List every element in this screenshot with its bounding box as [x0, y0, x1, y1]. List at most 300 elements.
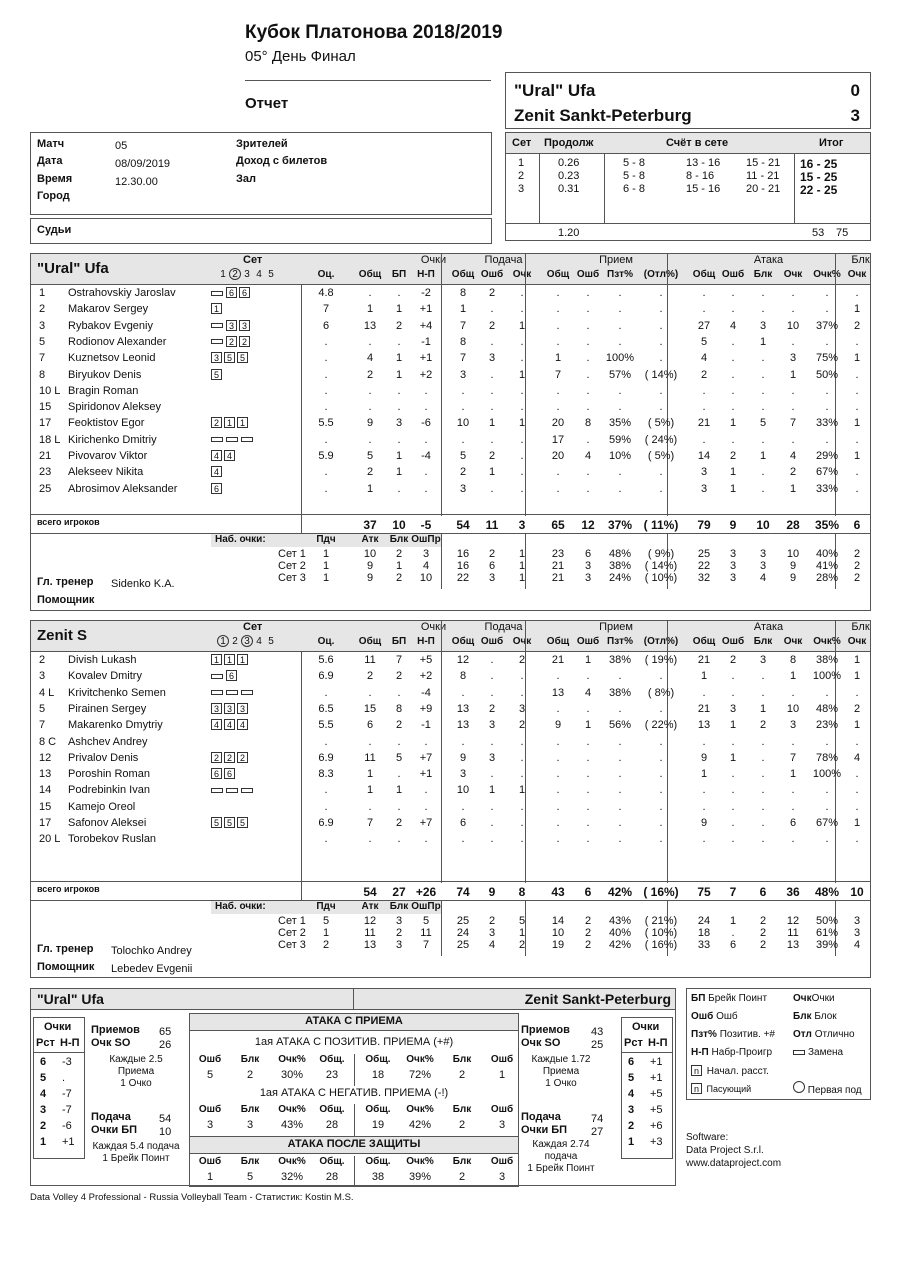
team2-player-2-stat-13: .: [761, 670, 765, 683]
t2-rec-label: Приемов: [521, 1024, 570, 1036]
neg-heads-0: Ошб: [198, 1104, 222, 1115]
team1-set-row-1-stat-0: 1: [322, 548, 330, 560]
substitution-icon: [241, 437, 253, 442]
team2-player-11-stat-2: 2: [395, 817, 403, 829]
team2-set-row-3-stat-16: 4: [853, 939, 861, 951]
team1-player-10-stat-12: .: [731, 433, 735, 446]
team2-player-6-stat-4: .: [461, 735, 465, 748]
team1-player-10-stat-15: .: [825, 433, 829, 446]
team2-set-row-3-stat-14: 13: [786, 939, 800, 951]
team1-player-10-name: Kirichenko Dmitriy: [68, 433, 157, 446]
team1-set-row-2-stat-14: 9: [789, 560, 797, 572]
team1-player-8-stat-3: .: [424, 401, 428, 414]
t1-so-value: 26: [159, 1039, 172, 1051]
first-serve-set-2: 2: [229, 268, 241, 280]
team2-player-7-number: 12: [39, 751, 52, 764]
pos-heads-4: Общ.: [365, 1054, 391, 1065]
team2-total-13: 6: [759, 885, 767, 899]
team2-assistant-name: Lebedev Evgenii: [111, 963, 193, 975]
def-vals-6: 2: [458, 1171, 466, 1183]
team1-player-7-stat-8: .: [586, 384, 590, 397]
team2-player-4-stat-0: 6.5: [318, 702, 334, 715]
team1-player-5-stat-14: 3: [789, 352, 797, 365]
team1-player-2-stat-13: .: [761, 303, 765, 316]
rotation-3-value: +5: [650, 1104, 663, 1116]
team1-player-2-stat-1: 1: [366, 303, 374, 316]
team1-player-11-number: 21: [39, 450, 52, 462]
pos-heads-7: Ошб: [490, 1054, 514, 1065]
team2-player-10-stat-11: .: [702, 800, 706, 813]
team1-player-9-stat-1: 9: [366, 417, 374, 430]
team2-player-8-stat-6: .: [520, 768, 524, 781]
team1-player-6-stat-9: 57%: [608, 368, 632, 381]
t1-srv-value: 54: [159, 1113, 172, 1125]
team2-player-6-stat-6: .: [520, 735, 524, 748]
sets-total-a: 53: [812, 227, 825, 239]
team2-player-7-stat-13: .: [761, 751, 765, 764]
team1-player-1-number: 1: [39, 287, 46, 299]
team1-player-2-stat-8: .: [586, 303, 590, 316]
team1-player-9-stat-3: -6: [421, 417, 431, 430]
team1-player-8-stat-10: .: [659, 401, 663, 414]
t1-srv-note2: 1 Брейк Поинт: [102, 1153, 170, 1164]
team1-player-12-stat-4: 2: [459, 466, 467, 479]
team2-set-row-3-stat-0: 2: [322, 939, 330, 951]
neg-heads-6: Блк: [452, 1104, 472, 1115]
team1-player-4-number: 5: [39, 335, 46, 348]
team1-player-2-stat-14: .: [791, 303, 795, 316]
team2-total-8: 6: [584, 885, 592, 899]
set-position-box: 5: [211, 817, 222, 828]
set-position-box: 4: [211, 719, 222, 730]
team1-player-4-stat-15: .: [825, 335, 829, 348]
team1-player-4-stat-12: .: [731, 335, 735, 348]
team2-total-2: 27: [392, 885, 406, 899]
team2-player-3-stat-11: .: [702, 686, 706, 699]
team1-set-row-2-stat-12: 3: [729, 560, 737, 572]
legend-err-text: Ошб: [716, 1011, 738, 1022]
set-position-box: 6: [211, 483, 222, 494]
t2-bp-value: 27: [591, 1126, 604, 1138]
team2-player-8-stat-1: 1: [366, 768, 374, 781]
team1-set-row-1-stat-11: 25: [697, 548, 711, 560]
team2-player-8-stat-3: +1: [419, 768, 433, 781]
team1-col-8: Ошб: [576, 269, 600, 280]
team2-player-9-stat-8: .: [586, 784, 590, 797]
team2-player-10-stat-0: .: [324, 800, 328, 813]
team1-total-10: ( 11%): [643, 518, 679, 532]
team2-total-1: 54: [363, 885, 377, 899]
neg-vals-4: 19: [371, 1119, 385, 1131]
team1-player-11-stat-12: 2: [729, 450, 737, 462]
team1-set-row-2-stat-3: 4: [422, 560, 430, 572]
rotation-4: 4: [628, 1088, 635, 1100]
set-position-box: 5: [211, 369, 222, 380]
team1-player-3-stat-12: 4: [729, 319, 737, 332]
team2-player-2-stat-2: 2: [395, 670, 403, 683]
substitution-icon: [211, 437, 223, 442]
legend-exc-text: Отлично: [814, 1029, 855, 1040]
team1-player-7-stat-13: .: [761, 384, 765, 397]
team1-player-13-stat-4: 3: [459, 482, 467, 495]
team1-set-row-3-stat-12: 3: [729, 572, 737, 584]
team1-player-5-stat-4: 7: [459, 352, 467, 365]
team1-player-1-stat-6: .: [520, 287, 524, 299]
team1-player-12-stat-11: 3: [700, 466, 708, 479]
team1-player-7-name: Bragin Roman: [68, 384, 139, 397]
team2-nab-head-3: ОшПр: [411, 901, 441, 912]
team1-player-13-stat-9: .: [618, 482, 622, 495]
team2-total-label: всего игроков: [37, 884, 100, 894]
team1-player-5-stat-8: .: [586, 352, 590, 365]
team2-col-5: Ошб: [480, 636, 504, 647]
team2-player-1-stat-6: 2: [518, 654, 526, 666]
rotation-6-value: +1: [650, 1056, 663, 1068]
team2-player-3-stat-6: .: [520, 686, 524, 699]
team2-col-0: Оц.: [317, 636, 335, 647]
team2-col-6: Очк: [512, 636, 532, 647]
team1-nab-head-1: Атк: [361, 534, 379, 545]
rotation-4-value: +5: [650, 1088, 663, 1100]
set-position-box: 5: [237, 817, 248, 828]
team1-set-row-1-stat-5: 2: [488, 548, 496, 560]
team1-col-1: Общ: [358, 269, 382, 280]
team1-player-6-sets: [211, 369, 224, 381]
rotation-6-value: -3: [62, 1056, 72, 1068]
team1-player-3-stat-0: 6: [322, 319, 330, 332]
team1-col-16: Очк: [847, 269, 867, 280]
team2-set-row-2-stat-5: 3: [488, 927, 496, 939]
team1-player-13-stat-3: .: [424, 482, 428, 495]
team2-col-11: Общ: [692, 636, 716, 647]
team2-player-9-stat-6: 1: [518, 784, 526, 797]
team1-player-1-sets: [211, 287, 252, 299]
def-heads-2: Очк%: [278, 1156, 306, 1167]
team2-player-2-stat-8: .: [586, 670, 590, 683]
team1-player-6-stat-1: 2: [366, 368, 374, 381]
team1-set-row-3-label: Сет 3: [278, 572, 306, 584]
substitution-icon: [226, 690, 238, 695]
rotation-rst-2: Рст: [624, 1037, 643, 1049]
team1-set-row-1-stat-1: 10: [363, 548, 377, 560]
team1-total-8: 12: [581, 518, 595, 532]
team2-player-12-stat-1: .: [368, 833, 372, 846]
label-time: Время: [37, 173, 73, 185]
legend-sub-text: Замена: [808, 1047, 844, 1058]
team1-player-12-stat-6: .: [520, 466, 524, 479]
starting-lineup-icon: n: [691, 1065, 702, 1076]
team2-total-16: 10: [850, 885, 864, 899]
team1-total-6: 3: [518, 518, 526, 532]
summary-team1: "Ural" Ufa: [37, 991, 104, 1007]
team2-total-5: 9: [488, 885, 496, 899]
team1-player-8-stat-13: .: [761, 401, 765, 414]
team2-player-12-number: 20 L: [39, 833, 61, 846]
team2-nab-head-1: Атк: [361, 901, 379, 912]
team1-total-2: 10: [392, 518, 406, 532]
team1-player-9-stat-4: 10: [456, 417, 470, 430]
team2-nab-head-0: Пдч: [316, 901, 336, 912]
team1-player-8-stat-16: .: [855, 401, 859, 414]
team2-player-4-stat-5: 2: [488, 702, 496, 715]
team1-player-3-stat-13: 3: [759, 319, 767, 332]
team2-player-7-stat-16: 4: [853, 751, 861, 764]
neg-vals-7: 3: [498, 1119, 506, 1131]
t1-rec-note3: 1 Очко: [120, 1078, 152, 1089]
team1-player-13-stat-6: .: [520, 482, 524, 495]
team2-player-7-stat-3: +7: [419, 751, 433, 764]
team2-player-6-stat-7: .: [556, 735, 560, 748]
team1-player-6-stat-14: 1: [789, 368, 797, 381]
team1-player-4-stat-3: -1: [421, 335, 431, 348]
team1-col-15: Очк%: [813, 269, 841, 280]
legend-first-serve-text: Первая под: [807, 1085, 862, 1096]
team1-player-7-stat-3: .: [424, 384, 428, 397]
team2-col-12: Ошб: [721, 636, 745, 647]
team1-player-8-stat-12: .: [731, 401, 735, 414]
team2-set-row-2-stat-10: ( 10%): [644, 927, 678, 939]
team2-player-10-stat-15: .: [825, 800, 829, 813]
pos-vals-5: 72%: [408, 1069, 432, 1081]
team2-player-8-stat-5: .: [490, 768, 494, 781]
team1-player-4-stat-1: .: [368, 335, 372, 348]
legend-bp-text: Брейк Поинт: [708, 993, 768, 1004]
team2-rotation: [621, 1017, 673, 1159]
team2-player-11-stat-16: 1: [853, 817, 861, 829]
team2-player-4-sets: [211, 703, 250, 715]
set-position-box: 3: [224, 703, 235, 714]
team1-player-10-stat-10: ( 24%): [644, 433, 678, 446]
team1-set-row-2-stat-10: ( 14%): [644, 560, 678, 572]
team1-player-5-stat-7: 1: [554, 352, 562, 365]
team2-set-row-2-stat-7: 10: [551, 927, 565, 939]
neg-vals-2: 43%: [280, 1119, 304, 1131]
team1-player-5-stat-1: 4: [366, 352, 374, 365]
team1-set-row-2-label: Сет 2: [278, 560, 306, 572]
team2-col-10: (Отл%): [643, 636, 679, 647]
team1-player-8-stat-0: .: [324, 401, 328, 414]
team1-player-6-stat-10: ( 14%): [644, 368, 678, 381]
team2-player-9-sets: [211, 784, 256, 796]
t2-srv-value: 74: [591, 1113, 604, 1125]
team2-player-4-stat-7: .: [556, 702, 560, 715]
team1-player-5-name: Kuznetsov Leonid: [68, 352, 156, 365]
team1-set-row-2-stat-7: 21: [551, 560, 565, 572]
team1-set-row-3-stat-13: 4: [759, 572, 767, 584]
team1-player-1-stat-14: .: [791, 287, 795, 299]
set-number-1: 1: [220, 269, 226, 280]
team1-player-2-stat-12: .: [731, 303, 735, 316]
team1-player-13-stat-10: .: [659, 482, 663, 495]
team1-set-row-3-stat-7: 21: [551, 572, 565, 584]
team1-set-row-1-stat-7: 23: [551, 548, 565, 560]
sets-head-set: Сет: [512, 137, 532, 149]
set-position-box: 2: [237, 752, 248, 763]
team1-player-11-stat-11: 14: [697, 450, 711, 462]
team1-player-10-stat-11: .: [702, 433, 706, 446]
team2-player-1-stat-4: 12: [456, 654, 470, 666]
team1-player-2-sets: [211, 303, 224, 315]
team1-total-1: 37: [363, 518, 377, 532]
team1-player-6-stat-15: 50%: [815, 368, 839, 381]
team2-set-row-1-stat-12: 1: [729, 915, 737, 927]
team2-player-12-stat-16: .: [855, 833, 859, 846]
team2-set-row-2-stat-2: 2: [395, 927, 403, 939]
team1-set-row-3-stat-0: 1: [322, 572, 330, 584]
value-match: 05: [115, 140, 128, 152]
team2-player-6-stat-8: .: [586, 735, 590, 748]
team1-player-13-stat-15: 33%: [815, 482, 839, 495]
team2-player-10-stat-13: .: [761, 800, 765, 813]
team1-player-3-stat-9: .: [618, 319, 622, 332]
legend: [686, 988, 871, 1100]
team2-group-reception: Прием: [599, 621, 633, 633]
team1-player-10-stat-14: .: [791, 433, 795, 446]
team1-player-12-stat-0: .: [324, 466, 328, 479]
team1-player-1-stat-2: .: [397, 287, 401, 299]
set-position-box: 4: [211, 450, 222, 461]
team2-player-6-stat-13: .: [761, 735, 765, 748]
team2-player-11-stat-5: .: [490, 817, 494, 829]
label-income: Доход с билетов: [236, 155, 328, 167]
team2-player-2-stat-5: .: [490, 670, 494, 683]
team2-player-1-stat-13: 3: [759, 654, 767, 666]
team2-player-8-stat-14: 1: [789, 768, 797, 781]
team1-player-11-stat-3: -4: [421, 450, 431, 462]
team2-col-13: Блк: [753, 636, 773, 647]
team2-player-4-stat-11: 21: [697, 702, 711, 715]
team1-set-row-3-stat-2: 2: [395, 572, 403, 584]
team2-player-6-number: 8 C: [39, 735, 57, 748]
team1-player-8-stat-11: .: [702, 401, 706, 414]
substitution-icon: [211, 788, 223, 793]
team2-set-row-3-stat-2: 3: [395, 939, 403, 951]
team1-player-6-stat-2: 1: [395, 368, 403, 381]
team2-player-12-stat-6: .: [520, 833, 524, 846]
team2-player-9-stat-0: .: [324, 784, 328, 797]
team2-player-3-stat-16: .: [855, 686, 859, 699]
team1-player-1-stat-13: .: [761, 287, 765, 299]
team2-player-2-stat-9: .: [618, 670, 622, 683]
team2-player-9-stat-5: 1: [488, 784, 496, 797]
report-title: Отчет: [245, 95, 289, 112]
team1-player-12-stat-14: 2: [789, 466, 797, 479]
team2-player-9-stat-13: .: [761, 784, 765, 797]
sets-row-1-s1: 5 - 8: [623, 157, 646, 169]
team2-set-row-3-stat-4: 25: [456, 939, 470, 951]
team2-col-7: Общ: [546, 636, 570, 647]
team2-player-12-stat-14: .: [791, 833, 795, 846]
set-number-2: 2: [232, 636, 238, 647]
team1-player-8-stat-7: .: [556, 401, 560, 414]
team1-player-7-stat-15: .: [825, 384, 829, 397]
team1-player-11-stat-15: 29%: [815, 450, 839, 462]
team2-player-11-stat-11: 9: [700, 817, 708, 829]
rotation-6: 6: [628, 1056, 635, 1068]
team2-player-5-stat-12: 1: [729, 719, 737, 732]
team2-player-3-stat-10: ( 8%): [647, 686, 675, 699]
team2-player-9-stat-16: .: [855, 784, 859, 797]
team2-player-2-stat-15: 100%: [812, 670, 842, 683]
team2-player-3-sets: [211, 687, 256, 699]
pos-vals-0: 5: [206, 1069, 214, 1081]
rotation-head: Очки: [44, 1021, 72, 1033]
rotation-5: 5: [40, 1072, 47, 1084]
team1-total-5: 11: [485, 518, 499, 532]
team1-player-5-stat-15: 75%: [815, 352, 839, 365]
team1-player-3-stat-14: 10: [786, 319, 800, 332]
team1-player-4-name: Rodionov Alexander: [68, 335, 167, 348]
set-position-box: 4: [224, 450, 235, 461]
team2-player-6-stat-1: .: [368, 735, 372, 748]
t2-bp-label: Очки БП: [521, 1124, 568, 1136]
team1-player-10-stat-2: .: [397, 433, 401, 446]
team2-player-8-stat-10: .: [659, 768, 663, 781]
team1-player-11-stat-8: 4: [584, 450, 592, 462]
team2-player-4-stat-15: 48%: [815, 702, 839, 715]
team2-player-12-stat-0: .: [324, 833, 328, 846]
team2-player-6-stat-0: .: [324, 735, 328, 748]
set-position-box: 3: [211, 703, 222, 714]
team1-total-13: 10: [756, 518, 770, 532]
rotation-3: 3: [628, 1104, 635, 1116]
substitution-icon: [226, 437, 238, 442]
team2-player-5-stat-10: ( 22%): [644, 719, 678, 732]
team1-player-3-stat-6: 1: [518, 319, 526, 332]
team2-set-numbers: [217, 635, 277, 647]
team1-player-12-stat-13: .: [761, 466, 765, 479]
team1-player-10-stat-8: .: [586, 433, 590, 446]
team1-col-7: Общ: [546, 269, 570, 280]
substitution-icon: [793, 1050, 805, 1055]
team1-set-row-1-stat-13: 3: [759, 548, 767, 560]
team2-player-11-stat-13: .: [761, 817, 765, 829]
team2-player-10-stat-1: .: [368, 800, 372, 813]
team1-total-label: всего игроков: [37, 517, 100, 527]
team1-player-9-stat-9: 35%: [608, 417, 632, 430]
team2-col-2: БП: [391, 636, 407, 647]
team1-player-4-stat-10: .: [659, 335, 663, 348]
team2-set-row-1-stat-10: ( 21%): [644, 915, 678, 927]
team1-coach-name: Sidenko K.A.: [111, 578, 175, 590]
team1-player-12-stat-8: .: [586, 466, 590, 479]
neg-heads-3: Общ.: [319, 1104, 345, 1115]
team2-player-2-stat-14: 1: [789, 670, 797, 683]
team1-player-4-stat-14: .: [791, 335, 795, 348]
pos-vals-6: 2: [458, 1069, 466, 1081]
team1-player-5-sets: [211, 352, 250, 364]
team1-set-row-1-stat-9: 48%: [608, 548, 632, 560]
team2-player-8-stat-9: .: [618, 768, 622, 781]
team2-player-11-stat-4: 6: [459, 817, 467, 829]
sets-row-2-dur: 0.23: [558, 170, 580, 182]
team1-player-9-stat-16: 1: [853, 417, 861, 430]
sets-head-dur: Продолж: [544, 137, 594, 149]
sets-row-3-dur: 0.31: [558, 183, 580, 195]
team1-set-row-3-stat-8: 3: [584, 572, 592, 584]
team1-player-5-stat-0: .: [324, 352, 328, 365]
team2-player-10-stat-9: .: [618, 800, 622, 813]
team2-player-7-stat-11: 9: [700, 751, 708, 764]
team1-player-12-stat-3: .: [424, 466, 428, 479]
first-serve-set-3: 3: [241, 635, 253, 647]
neg-vals-5: 42%: [408, 1119, 432, 1131]
team2-player-8-number: 13: [39, 768, 52, 781]
team2-set-row-3-stat-6: 2: [518, 939, 526, 951]
team2-player-12-stat-11: .: [702, 833, 706, 846]
team1-player-3-stat-4: 7: [459, 319, 467, 332]
team2-set-row-2-label: Сет 2: [278, 927, 306, 939]
